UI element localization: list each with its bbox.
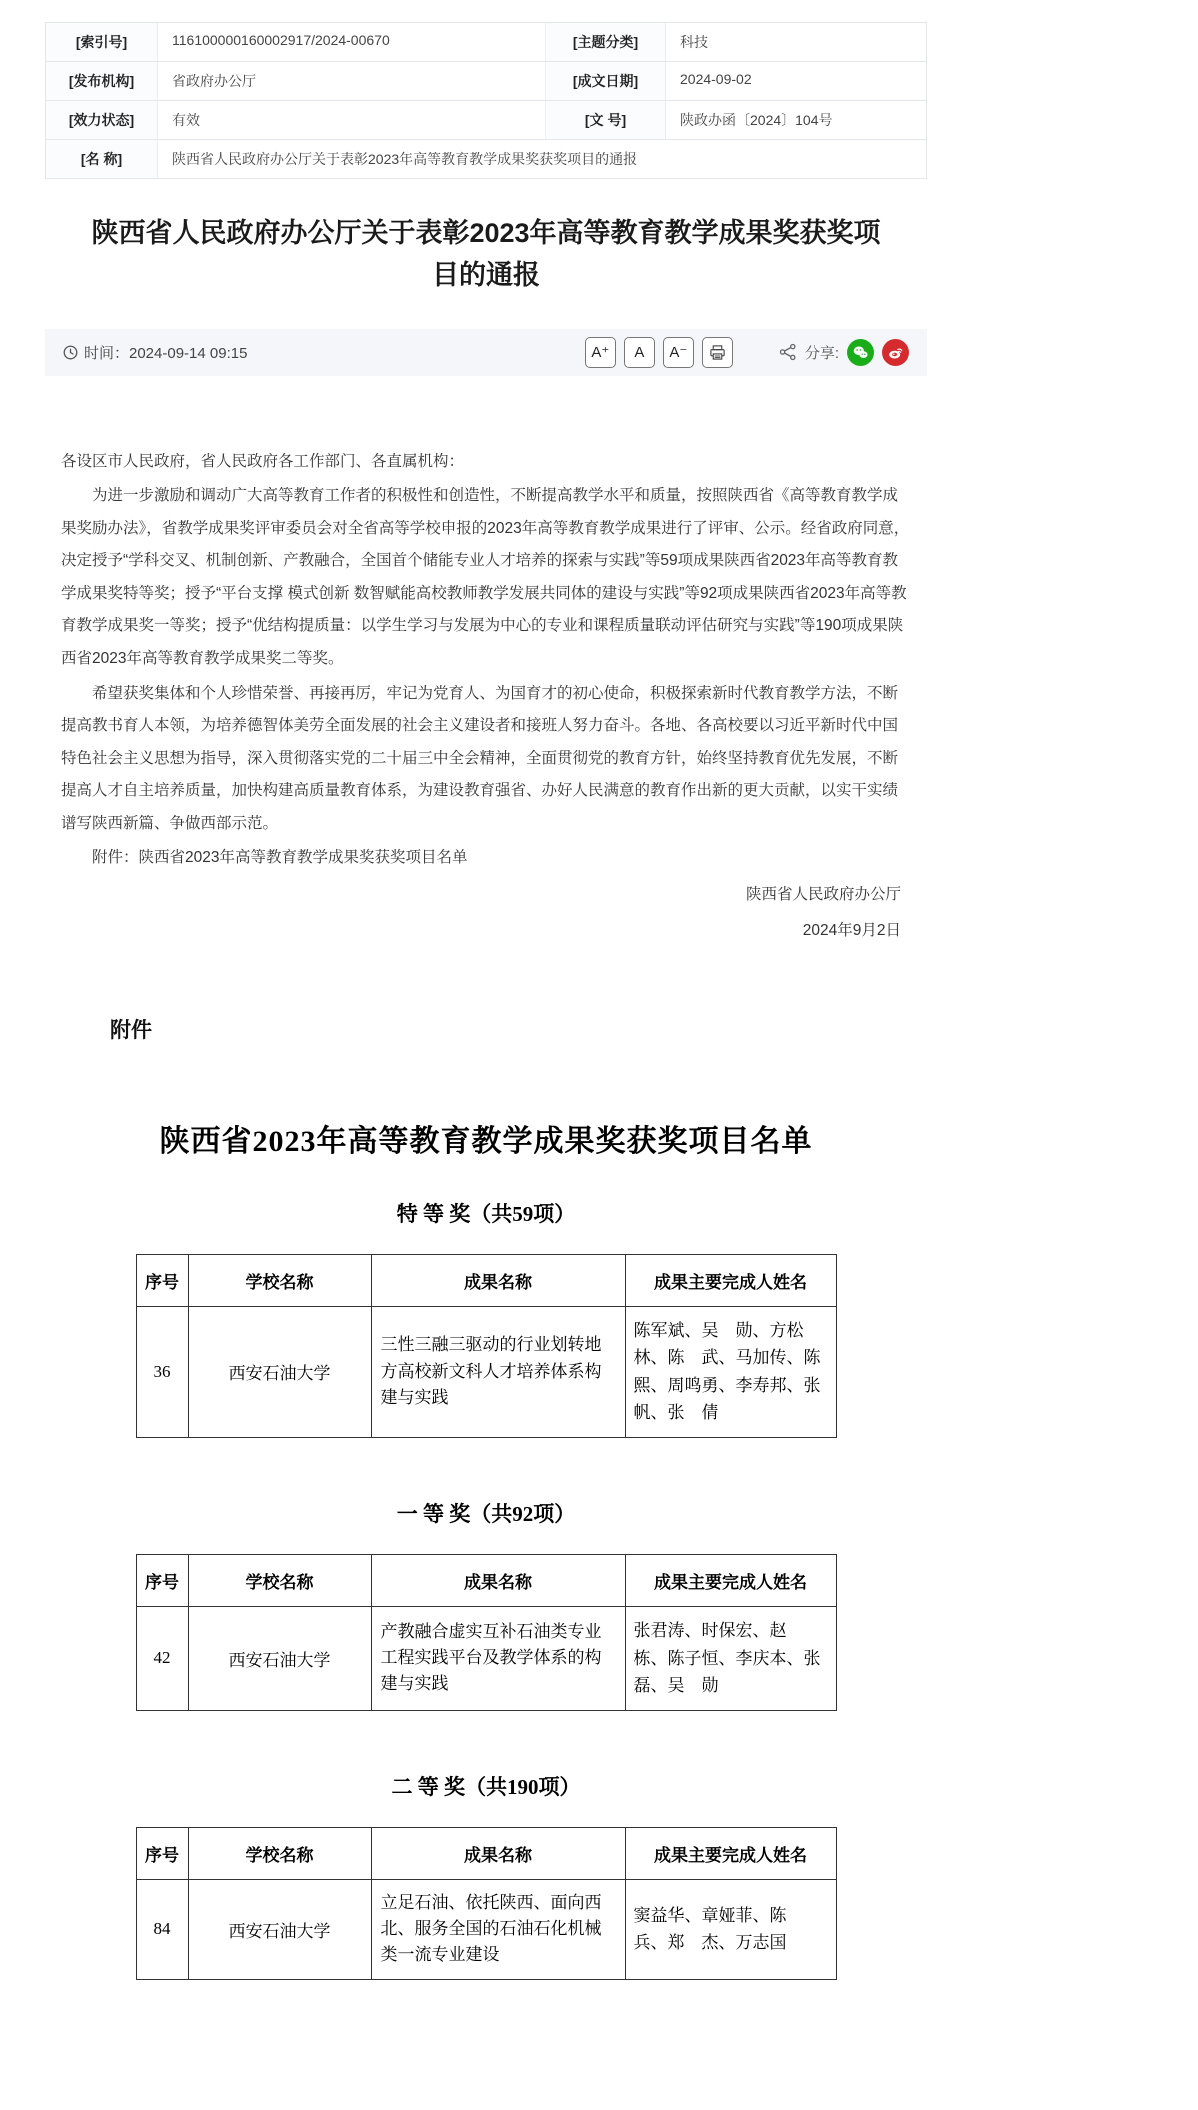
meta-label-date: [成文日期]	[546, 62, 666, 100]
wechat-share-button[interactable]	[847, 339, 874, 366]
meta-label-status: [效力状态]	[46, 101, 158, 139]
table-row	[136, 1306, 836, 1437]
attachment-reference: 附件：陕西省2023年高等教育教学成果奖获奖项目名单	[92, 849, 468, 867]
col-header-people: 成果主要完成人姓名	[625, 1555, 836, 1607]
cell-achievement: 产教融合虚实互补石油类专业工程实践平台及教学体系的构建与实践	[371, 1607, 625, 1711]
metadata-row-name	[46, 140, 926, 179]
attachment-heading: 附件	[110, 1018, 152, 1042]
share-label: 分享:	[804, 344, 839, 362]
table-header-row	[136, 1827, 836, 1879]
attachment-title: 陕西省2023年高等教育教学成果奖获奖项目名单	[159, 1124, 813, 1158]
publish-time	[63, 342, 247, 363]
paragraph-2: 希望获奖集体和个人珍惜荣誉、再接再厉，牢记为党育人、为国育才的初心使命，积极探索新时代教育教学方法，不断提高教书育人本领，为培养德智体美劳全面发展的社会主义建设者和接班人努力奋斗。各地、各高校要以习近平新时代中国特色社会主义思想为指导，深入贯彻落实党的二十届三中全会精神，全面贯彻党的教育方针，始终坚持教育优先发展，不断提高人才自主培养质量，加快构建高质量教育体系，为建设教育强省、办好人民满意的教育作出新的更大贡献，以实干实绩谱写陕西新篇、争做西部示范。	[61, 684, 899, 832]
share-nodes-icon	[779, 343, 797, 361]
wechat-icon	[852, 344, 869, 361]
meta-label-name: [名 称]	[46, 140, 158, 178]
signer: 陕西省人民政府办公厅	[745, 885, 901, 903]
font-increase-button[interactable]: A⁺	[585, 337, 616, 368]
cell-school: 西安石油大学	[188, 1306, 371, 1437]
award-heading-second: 二 等 奖（共190项）	[391, 1774, 581, 1799]
award-heading-special: 特 等 奖（共59项）	[396, 1201, 576, 1226]
cell-no: 42	[136, 1607, 188, 1711]
award-table-second	[136, 1827, 837, 1980]
sign-date: 2024年9月2日	[802, 922, 901, 940]
col-header-no: 序号	[136, 1555, 188, 1607]
col-header-achievement: 成果名称	[371, 1254, 625, 1306]
col-header-people: 成果主要完成人姓名	[625, 1827, 836, 1879]
page-title: 陕西省人民政府办公厅关于表彰2023年高等教育教学成果奖获奖项目的通报	[91, 218, 881, 290]
meta-label-index: [索引号]	[46, 23, 158, 61]
clock-icon	[63, 345, 78, 360]
weibo-icon	[887, 344, 904, 361]
metadata-row	[46, 23, 926, 62]
attachment-section	[45, 1014, 927, 1980]
share-group	[779, 339, 909, 366]
meta-value-date: 2024-09-02	[680, 71, 752, 87]
col-header-school: 学校名称	[188, 1827, 371, 1879]
publish-time-text: 时间：2024-09-14 09:15	[84, 344, 248, 362]
award-table-first	[136, 1554, 837, 1711]
font-reset-button[interactable]: A	[624, 337, 655, 368]
meta-value-docnum: 陕政办函〔2024〕104号	[680, 112, 833, 128]
col-header-no: 序号	[136, 1827, 188, 1879]
bottom-spacer	[45, 1980, 927, 2110]
font-decrease-button[interactable]: A⁻	[663, 337, 694, 368]
col-header-achievement: 成果名称	[371, 1827, 625, 1879]
col-header-school: 学校名称	[188, 1254, 371, 1306]
meta-value-status: 有效	[158, 101, 546, 139]
paragraph-1: 为进一步激励和调动广大高等教育工作者的积极性和创造性，不断提高教学水平和质量，按照陕西省《高等教育教学成果奖励办法》，省教学成果奖评审委员会对全省高等学校申报的2023年高等教育教学成果进行了评审、公示。经省政府同意，决定授予“学科交叉、机制创新、产教融合，全国首个储能专业人才培养的探索与实践”等59项成果陕西省2023年高等教育教学成果奖特等奖；授予“平台支撑 模式创新 数智赋能高校教师教学发展共同体的建设与实践”等92项成果陕西省2023年高等教育教学成果奖一等奖；授予“优结构提质量：以学生学习与发展为中心的专业和课程质量联动评估研究与实践”等190项成果陕西省2023年高等教育教学成果奖二等奖。	[61, 487, 910, 667]
meta-value-issuer: 省政府办公厅	[158, 62, 546, 100]
cell-no: 36	[136, 1306, 188, 1437]
award-heading-first: 一 等 奖（共92项）	[396, 1502, 576, 1527]
weibo-share-button[interactable]	[882, 339, 909, 366]
table-row	[136, 1879, 836, 1979]
printer-icon	[709, 344, 726, 361]
article-toolbar	[45, 329, 927, 376]
meta-value-index: 116100000160002917/2024-00670	[158, 23, 546, 61]
col-header-people: 成果主要完成人姓名	[625, 1254, 836, 1306]
meta-label-category: [主题分类]	[546, 23, 666, 61]
cell-people: 张君涛、时保宏、赵 栋、陈子恒、李庆本、张 磊、吴 勋	[625, 1607, 836, 1711]
award-table-special	[136, 1254, 837, 1438]
document-body	[45, 446, 927, 948]
document-page	[45, 0, 927, 2110]
table-header-row	[136, 1254, 836, 1306]
cell-school: 西安石油大学	[188, 1607, 371, 1711]
cell-no: 84	[136, 1879, 188, 1979]
meta-label-issuer: [发布机构]	[46, 62, 158, 100]
col-header-no: 序号	[136, 1254, 188, 1306]
table-header-row	[136, 1555, 836, 1607]
cell-achievement: 立足石油、依托陕西、面向西北、服务全国的石油石化机械类一流专业建设	[371, 1879, 625, 1979]
salutation: 各设区市人民政府，省人民政府各工作部门、各直属机构：	[61, 452, 465, 470]
meta-value-category: 科技	[680, 34, 708, 50]
meta-label-docnum: [文 号]	[546, 101, 666, 139]
table-row	[136, 1607, 836, 1711]
cell-achievement: 三性三融三驱动的行业划转地方高校新文科人才培养体系构建与实践	[371, 1306, 625, 1437]
meta-value-name: 陕西省人民政府办公厅关于表彰2023年高等教育教学成果奖获奖项目的通报	[172, 151, 638, 167]
metadata-row	[46, 101, 926, 140]
cell-school: 西安石油大学	[188, 1879, 371, 1979]
col-header-school: 学校名称	[188, 1555, 371, 1607]
metadata-row	[46, 62, 926, 101]
metadata-table	[45, 22, 927, 179]
cell-people: 窦益华、章娅菲、陈 兵、郑 杰、万志国	[625, 1879, 836, 1979]
print-button[interactable]	[702, 337, 733, 368]
cell-people: 陈军斌、吴 勋、方松林、陈 武、马加传、陈 熙、周鸣勇、李寿邦、张 帆、张 倩	[625, 1306, 836, 1437]
toolbar-actions	[585, 337, 909, 368]
col-header-achievement: 成果名称	[371, 1555, 625, 1607]
